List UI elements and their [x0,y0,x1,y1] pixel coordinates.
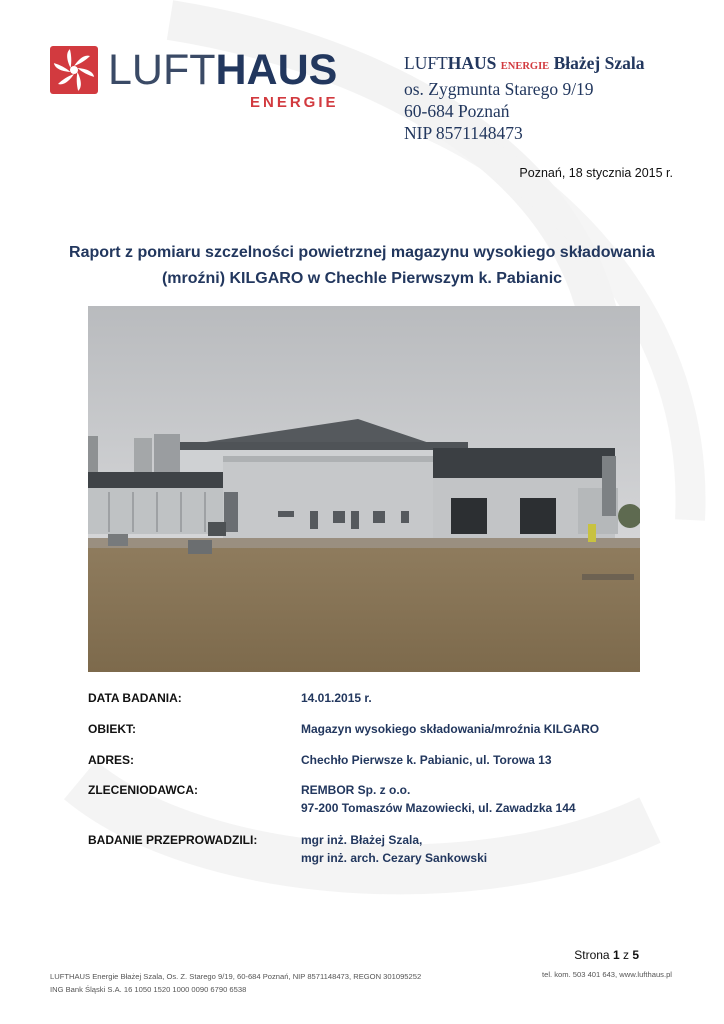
detail-label: ADRES: [88,753,135,767]
detail-label: BADANIE PRZEPROWADZILI: [88,833,258,847]
warehouse-photo [88,306,640,672]
footer-contact: tel. kom. 503 401 643, www.lufthaus.pl [541,970,672,979]
detail-value: 14.01.2015 r. [301,691,372,705]
logo-word-bold: HAUS [215,46,338,94]
footer-company-info [50,970,421,996]
document-date: Poznań, 18 stycznia 2015 r. [519,166,673,180]
footer-line-1: LUFTHAUS Energie Błażej Szala, Os. Z. Starego 9/19, 60-684 Poznań, NIP 8571148473, REGON 301095252 [50,972,422,981]
warehouse-illustration [88,306,640,672]
detail-row-client [88,781,648,831]
company-logo [50,44,355,112]
company-city: 60-684 Poznań [404,101,510,121]
fan-rotor-icon [50,46,98,94]
footer-line-2: ING Bank Śląski S.A. 16 1050 1520 1000 0090 6790 6538 [50,985,247,994]
logo-wordmark [108,44,337,96]
detail-row-object [88,720,648,751]
company-address-block [404,52,704,144]
detail-row-address [88,751,648,781]
detail-value: Magazyn wysokiego składowania/mroźnia KILGARO [301,722,600,736]
logo-word-light: LUFT [108,46,216,94]
detail-value: REMBOR Sp. z o.o. 97-200 Tomaszów Mazowiecki, ul. Zawadzka 144 [301,783,576,815]
detail-row-date [88,689,648,720]
detail-label: DATA BADANIA: [88,691,182,705]
report-details [88,689,648,871]
detail-value: Chechło Pierwsze k. Pabianic, ul. Torowa 13 [301,753,552,767]
page-number: Strona 1 z 5 [574,948,639,962]
detail-label: OBIEKT: [88,722,136,736]
detail-row-examiners [88,831,648,871]
company-nip: NIP 8571148473 [404,123,523,143]
detail-value: mgr inż. Błażej Szala, mgr inż. arch. Cezary Sankowski [301,833,488,865]
company-street: os. Zygmunta Starego 9/19 [404,79,594,99]
company-name: LUFTHAUS ENERGIE Błażej Szala [404,53,645,73]
detail-label: ZLECENIODAWCA: [88,783,198,797]
logo-subtitle: ENERGIE [250,94,339,111]
report-title: Raport z pomiaru szczelności powietrznej magazynu wysokiego składowania (mroźni) KILGARO w Chechle Pierwszym k. Pabianic [69,244,655,287]
